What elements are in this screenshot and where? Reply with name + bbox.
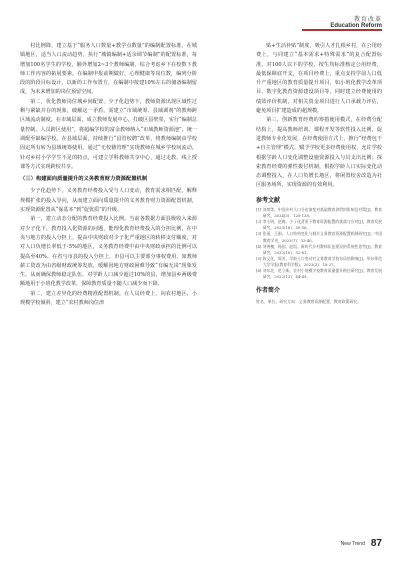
left-column	[20, 42, 197, 308]
body-paragraph: 第二，建立差异化的经费精准配置机制。在人员经费上，向农村地区、小规模学校倾斜，建立“农村教师岗位津	[20, 290, 197, 307]
journal-name: New Trend	[340, 540, 365, 547]
reference-item: [4] 刘善槐，杨国，赵垣。新时代乡村教师队伍建设的系统性思考[J]。教育研究，2022(10)：52-61。	[256, 243, 382, 255]
reference-item: [5] 陈文化，周芳。学龄人口变动对义务教育学校布局的影响[J]。华东师范大学学报(教育科学版)，2023(3)：18-27。	[256, 255, 382, 267]
page-footer	[341, 538, 382, 549]
header-accent-bar	[302, 29, 382, 31]
body-paragraph: 贴+生活补贴”制度，吸引人才扎根乡村，在公用经费上，与同建立“基本需求+特殊需求”的复合配置标准，对100人以下的学校，按生均标准核定公用经费，最低保障底开支，在项目经费上，重点支持学前人口低升产重地区的教育质量提升项目，如小班化教学改革项目、数字化教育资源建设项目等，同时建立经费使用的绩效评价机制，对相关资金项目进行人口承载力评估，避免项目扩建造成的超规模。	[256, 43, 382, 115]
author-heading: 作者简介	[256, 287, 281, 295]
reference-item: [2] 李小明，赵梅。少子化背景下教育资源配置的挑战与应对[J]。教育发展研究，2023(16)：50-56。	[256, 219, 382, 231]
body-paragraph: 少子化趋势下，义务教育经费投入受与人口变动，教育需求相匹配，解释规模扩张的投入导向，从而建立面向质量提升的义务教育财力资源配置机制，实现资源配置从“保基本”到“促优质”的升级。	[20, 188, 197, 214]
reference-item: [3] 张丽，王刚。人口结构变化与城乡义务教育资源配置机制研究[J]。中国教育学刊，2023(7)：33-40。	[256, 231, 382, 243]
body-paragraph: 第一，建立动态分配的教育经费投入比例。当前各数据方面县级收入来源对少子化下，教育投入化资源的问题，能理化教育经费投入的分担比例，在中央与地方的投入分担上，提高中央财政对少子化严重地区的转移支付额度，对对人口负增长率低于-5%的地区，义务教育经费中由中央财政承担的比例可以提高至40%。在省与市县的投入分担上，市县可以主要部分事权费用，如教师薪工资改为由省级财政统筹发放，缓解因地方财政困难导致“有编无岗”现象发生，从而确保教师稳定队伍，对学龄人口减少超过10%的县，增加县乡两级费额地用于小班化教学改革，保障教育质量不随人口减少而下降。	[20, 216, 197, 288]
page-number: 87	[370, 538, 382, 549]
right-column	[256, 42, 382, 309]
section-title-cn: 教育改革	[353, 16, 382, 23]
page-header	[330, 14, 382, 29]
body-paragraph: 第三，创新教育经费的筹措使用模式，在经费分配结构上，提高教师培训、课程开发等软性投入比例，促进教师专业化发展，在经费使用方式上，推行“经费包干+自主管理”模式，赋予学校更多经费使用权，允许学校根据学龄人口变化调整设施资源投入与员支出比例；探索教育经费的弹性拨付机制，根据学龄人口实际变化动态调整投入，在人口负增长地区，将闲置校舍改造为社区服务场所，实现资源的有效利用。	[256, 117, 382, 189]
references-heading: 参考文献	[256, 196, 281, 204]
body-paragraph: 第二，优化教师岗位城乡间配置，少子化趋势下，教师资源出现区域性过剩与紧缺并存的现象，破解这一矛盾，需建立“市域统筹、县域调剂”的教师跨区域流动制度。在市域层面，成立教师发展中心，打破区县壁垒，实行“编制总量控制、人员跨区使用”，将超编学校的富余教师纳入“市域教师资源池”，统一调配至缺编学校。在县域层面，持续推行“县管校聘”改革，将教师编制由学校固定所有转为县域统筹使用，通过“无校籍管理”实现教师在城乡学校间流动，针对乡村小学学生不足的特点，可建立学科教师共享中心，通过走教、线上授课等方式实现跨校共享。	[20, 98, 197, 170]
reference-item: [1] 刘爽等。中国乡村人口分布演变对基础教育供给的影响及对策[J]。教育研究，2024(5)：120-128。	[256, 207, 382, 219]
reference-item: [6] 刘东北，范立新。农村小规模学校教育质量提升路径研究[J]。教育发展研究，2022(12)：44-49。	[256, 267, 382, 280]
section-heading: （三）构建面向质量提升的义务教育财力资源配置机制	[20, 176, 148, 183]
body-paragraph: 村比例降，建立基于“服务人口数量+教学点数量”的编制配置标准。在城镇地区，适当人口流动趋势，执行“城镇编制+适余调节编制”的配置标准，每增加100名学生的学校，额外增加2~3个教师编制，综合考虑乡下在校数下教师工作内容的拓展要素。在编制申报前期做好，心理健康等岗位数，编列分阶段的阶段目标设计，以新的工作布置方，在编制中按建10%左右的储备编制留成，为未来增加的岗位预留空间。	[20, 43, 197, 96]
author-info: 姓名，单位。研究方向：义务教育资源配置、教育政策研究。	[256, 299, 362, 305]
reference-list	[256, 207, 382, 280]
section-title-en: Education Reform	[330, 23, 382, 29]
